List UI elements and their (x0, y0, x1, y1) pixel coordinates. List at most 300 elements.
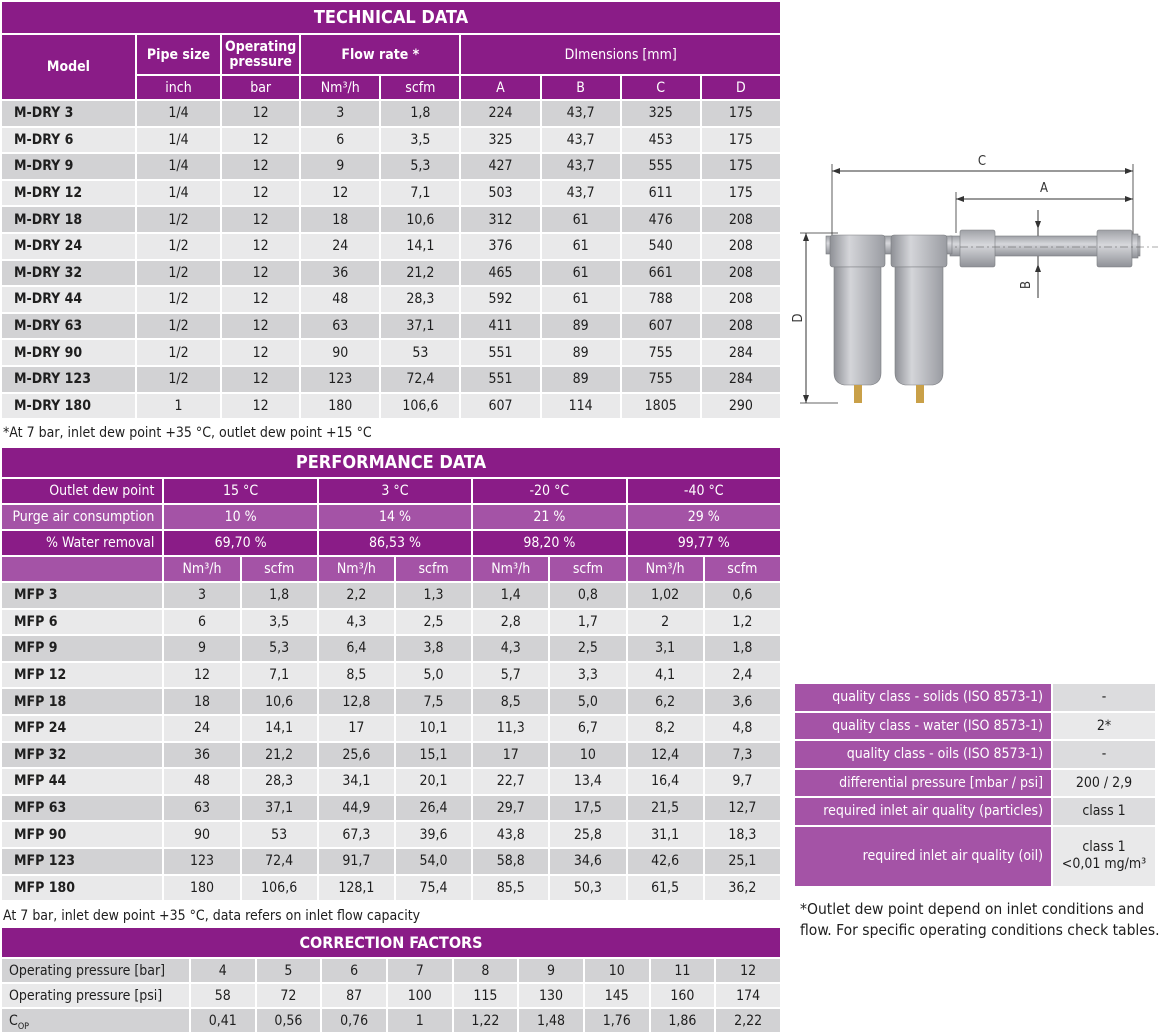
table-cell: 6,7 (550, 716, 625, 741)
correction-value: 11 (651, 959, 715, 982)
table-cell: 34,6 (550, 849, 625, 874)
table-cell: 72,4 (381, 367, 459, 392)
correction-value: 115 (454, 984, 518, 1007)
water-removal-value: 99,77 % (628, 531, 780, 555)
units-row-blank (2, 557, 162, 581)
table-cell: 4,1 (628, 663, 703, 688)
table-cell: 13,4 (550, 769, 625, 794)
table-cell: 3,1 (628, 636, 703, 661)
model-cell: M-DRY 44 (2, 287, 135, 312)
table-row (2, 234, 780, 259)
water-removal-value: 69,70 % (164, 531, 316, 555)
quality-label: quality class - oils (ISO 8573-1) (795, 741, 1051, 768)
table-cell: 2 (628, 610, 703, 635)
table-cell: 10,6 (242, 689, 317, 714)
table-cell: 0,8 (550, 583, 625, 608)
table-cell: 3,6 (705, 689, 780, 714)
table-cell: 39,6 (396, 822, 471, 847)
correction-value: 6 (322, 959, 386, 982)
table-cell: 58,8 (473, 849, 548, 874)
table-cell: 5,7 (473, 663, 548, 688)
correction-value: 0,41 (191, 1009, 255, 1032)
table-cell: 661 (622, 261, 700, 286)
table-cell: 1805 (622, 394, 700, 419)
table-cell: 106,6 (381, 394, 459, 419)
table-cell: 28,3 (381, 287, 459, 312)
quality-oil-value-line2: <0,01 mg/m³ (1061, 856, 1147, 872)
table-cell: 36,2 (705, 876, 780, 901)
table-cell: 21,2 (381, 261, 459, 286)
unit-bar: bar (222, 76, 299, 99)
model-cell: M-DRY 90 (2, 340, 135, 365)
table-row (2, 128, 780, 153)
table-cell: 75,4 (396, 876, 471, 901)
table-cell: 12 (222, 128, 299, 153)
table-cell: 755 (622, 367, 700, 392)
table-cell: 12 (222, 181, 299, 206)
table-cell: 5,0 (396, 663, 471, 688)
table-row (2, 689, 780, 714)
table-cell: 180 (164, 876, 239, 901)
correction-value: 10 (585, 959, 649, 982)
quality-value: - (1053, 684, 1155, 711)
table-cell: 25,6 (319, 743, 394, 768)
table-cell: 43,7 (542, 154, 620, 179)
table-cell: 6,4 (319, 636, 394, 661)
table-cell: 208 (702, 234, 780, 259)
unit-nm3h: Nm³/h (301, 76, 379, 99)
table-cell: 12 (222, 314, 299, 339)
table-cell: 175 (702, 154, 780, 179)
dryer-dimension-diagram (790, 140, 1160, 415)
table-cell: 36 (164, 743, 239, 768)
quality-table (793, 682, 1157, 888)
performance-data-note: At 7 bar, inlet dew point +35 °C, data refers on inlet flow capacity (3, 908, 421, 924)
table-cell: 17 (319, 716, 394, 741)
unit-scfm: scfm (550, 557, 625, 581)
table-cell: 12 (222, 287, 299, 312)
table-cell: 28,3 (242, 769, 317, 794)
table-cell: 607 (622, 314, 700, 339)
unit-dim-a: A (461, 76, 539, 99)
table-cell: 3,5 (242, 610, 317, 635)
table-cell: 61 (542, 207, 620, 232)
model-cell: M-DRY 180 (2, 394, 135, 419)
table-cell: 1/2 (137, 261, 220, 286)
table-row (2, 154, 780, 179)
table-cell: 72,4 (242, 849, 317, 874)
table-cell: 1,4 (473, 583, 548, 608)
correction-value: 160 (651, 984, 715, 1007)
table-cell: 8,5 (319, 663, 394, 688)
quality-row (795, 770, 1155, 797)
table-cell: 1/2 (137, 340, 220, 365)
table-cell: 48 (301, 287, 379, 312)
model-cell: MFP 63 (2, 796, 162, 821)
table-cell: 1/2 (137, 367, 220, 392)
table-cell: 11,3 (473, 716, 548, 741)
table-cell: 12 (164, 663, 239, 688)
table-cell: 325 (461, 128, 539, 153)
correction-value: 9 (519, 959, 583, 982)
model-cell: MFP 44 (2, 769, 162, 794)
outlet-dew-point-label: Outlet dew point (2, 479, 162, 503)
table-cell: 9 (164, 636, 239, 661)
table-cell: 89 (542, 314, 620, 339)
table-cell: 7,1 (381, 181, 459, 206)
unit-inch: inch (137, 76, 220, 99)
table-cell: 14,1 (381, 234, 459, 259)
correction-value: 2,22 (716, 1009, 780, 1032)
table-cell: 12,8 (319, 689, 394, 714)
table-cell: 7,5 (396, 689, 471, 714)
table-row (2, 796, 780, 821)
unit-scfm: scfm (705, 557, 780, 581)
table-cell: 208 (702, 207, 780, 232)
table-cell: 12 (222, 340, 299, 365)
quality-value: 200 / 2,9 (1053, 770, 1155, 797)
outlet-dew-point-minus40: -40 °C (628, 479, 780, 503)
table-cell: 175 (702, 181, 780, 206)
correction-value: 1,48 (519, 1009, 583, 1032)
water-removal-value: 86,53 % (319, 531, 471, 555)
table-cell: 15,1 (396, 743, 471, 768)
table-row (2, 636, 780, 661)
table-cell: 43,8 (473, 822, 548, 847)
table-cell: 10 (550, 743, 625, 768)
table-cell: 90 (164, 822, 239, 847)
quality-oil-value (1053, 827, 1155, 886)
table-cell: 465 (461, 261, 539, 286)
unit-scfm: scfm (242, 557, 317, 581)
table-row (2, 769, 780, 794)
table-cell: 6 (301, 128, 379, 153)
table-cell: 8,2 (628, 716, 703, 741)
table-cell: 1/2 (137, 234, 220, 259)
table-cell: 18 (164, 689, 239, 714)
header-model: Model (2, 35, 135, 99)
unit-dim-b: B (542, 76, 620, 99)
correction-value: 1,76 (585, 1009, 649, 1032)
quality-label: differential pressure [mbar / psi] (795, 770, 1051, 797)
table-cell: 12 (301, 181, 379, 206)
table-cell: 1,7 (550, 610, 625, 635)
table-cell: 89 (542, 367, 620, 392)
table-cell: 48 (164, 769, 239, 794)
table-cell: 20,1 (396, 769, 471, 794)
table-cell: 43,7 (542, 101, 620, 126)
table-cell: 1,2 (705, 610, 780, 635)
header-dimensions: DImensions [mm] (461, 35, 780, 74)
table-cell: 90 (301, 340, 379, 365)
table-cell: 208 (702, 314, 780, 339)
purge-air-value: 29 % (628, 505, 780, 529)
table-cell: 755 (622, 340, 700, 365)
table-cell: 592 (461, 287, 539, 312)
table-cell: 3,8 (396, 636, 471, 661)
model-cell: M-DRY 12 (2, 181, 135, 206)
table-cell: 180 (301, 394, 379, 419)
table-cell: 503 (461, 181, 539, 206)
outlet-dew-point-15: 15 °C (164, 479, 316, 503)
correction-value: 0,56 (257, 1009, 321, 1032)
table-cell: 2,5 (396, 610, 471, 635)
table-cell: 1,8 (242, 583, 317, 608)
table-cell: 67,3 (319, 822, 394, 847)
unit-dim-d: D (702, 76, 780, 99)
table-cell: 50,3 (550, 876, 625, 901)
table-cell: 26,4 (396, 796, 471, 821)
quality-value: - (1053, 741, 1155, 768)
correction-value: 8 (454, 959, 518, 982)
table-cell: 16,4 (628, 769, 703, 794)
table-cell: 61,5 (628, 876, 703, 901)
correction-value: 5 (257, 959, 321, 982)
table-cell: 312 (461, 207, 539, 232)
model-cell: MFP 123 (2, 849, 162, 874)
table-cell: 607 (461, 394, 539, 419)
header-pipe-size: Pipe size (137, 35, 220, 74)
table-cell: 128,1 (319, 876, 394, 901)
table-cell: 7,1 (242, 663, 317, 688)
table-cell: 18 (301, 207, 379, 232)
table-cell: 3,5 (381, 128, 459, 153)
table-cell: 17 (473, 743, 548, 768)
unit-dim-c: C (622, 76, 700, 99)
model-cell: MFP 32 (2, 743, 162, 768)
table-cell: 36 (301, 261, 379, 286)
table-cell: 89 (542, 340, 620, 365)
table-cell: 12,4 (628, 743, 703, 768)
model-cell: MFP 90 (2, 822, 162, 847)
table-cell: 85,5 (473, 876, 548, 901)
table-cell: 21,2 (242, 743, 317, 768)
table-cell: 31,1 (628, 822, 703, 847)
correction-value: 12 (716, 959, 780, 982)
quality-row (795, 684, 1155, 711)
model-cell: MFP 24 (2, 716, 162, 741)
correction-value: 4 (191, 959, 255, 982)
table-cell: 1 (137, 394, 220, 419)
table-row (2, 822, 780, 847)
correction-value: 1 (388, 1009, 452, 1032)
table-cell: 123 (164, 849, 239, 874)
purge-air-value: 14 % (319, 505, 471, 529)
water-removal-label: % Water removal (2, 531, 162, 555)
table-cell: 43,7 (542, 181, 620, 206)
table-cell: 476 (622, 207, 700, 232)
table-cell: 18,3 (705, 822, 780, 847)
table-cell: 6 (164, 610, 239, 635)
table-row (2, 583, 780, 608)
table-cell: 21,5 (628, 796, 703, 821)
table-cell: 114 (542, 394, 620, 419)
correction-value: 145 (585, 984, 649, 1007)
table-cell: 611 (622, 181, 700, 206)
table-row (2, 181, 780, 206)
table-row (2, 340, 780, 365)
table-cell: 788 (622, 287, 700, 312)
correction-row (2, 1009, 780, 1032)
table-cell: 7,3 (705, 743, 780, 768)
unit-scfm: scfm (396, 557, 471, 581)
unit-nm3h: Nm³/h (473, 557, 548, 581)
model-cell: MFP 9 (2, 636, 162, 661)
table-cell: 1/2 (137, 287, 220, 312)
header-operating-pressure: Operating pressure (222, 35, 299, 74)
table-row (2, 849, 780, 874)
table-cell: 12 (222, 207, 299, 232)
table-cell: 12 (222, 394, 299, 419)
table-cell: 376 (461, 234, 539, 259)
table-cell: 9,7 (705, 769, 780, 794)
table-cell: 208 (702, 261, 780, 286)
table-cell: 1/4 (137, 181, 220, 206)
label-dim-b: B (1019, 280, 1034, 290)
dew-point-footnote: *Outlet dew point depend on inlet conditions and flow. For specific operating conditions check tables. (800, 900, 1160, 939)
table-cell: 2,8 (473, 610, 548, 635)
table-cell: 12,7 (705, 796, 780, 821)
table-cell: 1,3 (396, 583, 471, 608)
table-cell: 91,7 (319, 849, 394, 874)
table-cell: 34,1 (319, 769, 394, 794)
table-row (2, 367, 780, 392)
table-cell: 22,7 (473, 769, 548, 794)
model-cell: M-DRY 63 (2, 314, 135, 339)
table-row (2, 394, 780, 419)
table-cell: 24 (301, 234, 379, 259)
model-cell: M-DRY 18 (2, 207, 135, 232)
table-cell: 1/2 (137, 314, 220, 339)
table-cell: 12 (222, 367, 299, 392)
label-dim-d: D (791, 313, 806, 323)
table-cell: 14,1 (242, 716, 317, 741)
quality-value: 2* (1053, 713, 1155, 740)
model-cell: M-DRY 3 (2, 101, 135, 126)
table-row (2, 610, 780, 635)
table-cell: 1,8 (381, 101, 459, 126)
label-dim-c: C (977, 154, 987, 169)
table-row (2, 716, 780, 741)
correction-value: 58 (191, 984, 255, 1007)
model-cell: M-DRY 9 (2, 154, 135, 179)
correction-row (2, 959, 780, 982)
model-cell: MFP 12 (2, 663, 162, 688)
model-cell: MFP 3 (2, 583, 162, 608)
table-cell: 1,8 (705, 636, 780, 661)
purge-air-value: 10 % (164, 505, 316, 529)
table-cell: 551 (461, 367, 539, 392)
table-cell: 54,0 (396, 849, 471, 874)
table-cell: 24 (164, 716, 239, 741)
correction-value: 7 (388, 959, 452, 982)
table-cell: 63 (164, 796, 239, 821)
table-cell: 427 (461, 154, 539, 179)
correction-value: 0,76 (322, 1009, 386, 1032)
correction-label: Operating pressure [bar] (2, 959, 189, 982)
outlet-dew-point-minus20: -20 °C (473, 479, 625, 503)
model-cell: MFP 180 (2, 876, 162, 901)
table-cell: 1/2 (137, 207, 220, 232)
table-cell: 37,1 (242, 796, 317, 821)
table-cell: 284 (702, 340, 780, 365)
performance-data-title: PERFORMANCE DATA (2, 448, 780, 477)
quality-oil-label: required inlet air quality (oil) (795, 827, 1051, 886)
table-cell: 290 (702, 394, 780, 419)
correction-factors-table (0, 926, 782, 1034)
purge-air-value: 21 % (473, 505, 625, 529)
table-cell: 3 (301, 101, 379, 126)
table-cell: 6,2 (628, 689, 703, 714)
quality-value: class 1 (1053, 798, 1155, 825)
table-cell: 106,6 (242, 876, 317, 901)
purge-air-label: Purge air consumption (2, 505, 162, 529)
correction-row (2, 984, 780, 1007)
table-cell: 175 (702, 101, 780, 126)
technical-data-title: TECHNICAL DATA (2, 2, 780, 33)
table-cell: 4,3 (473, 636, 548, 661)
label-dim-a: A (1040, 181, 1048, 196)
table-cell: 63 (301, 314, 379, 339)
table-cell: 10,6 (381, 207, 459, 232)
correction-value: 174 (716, 984, 780, 1007)
table-cell: 325 (622, 101, 700, 126)
table-cell: 284 (702, 367, 780, 392)
table-cell: 12 (222, 261, 299, 286)
table-cell: 411 (461, 314, 539, 339)
table-cell: 53 (381, 340, 459, 365)
table-cell: 9 (301, 154, 379, 179)
outlet-dew-point-3: 3 °C (319, 479, 471, 503)
cop-symbol: C (9, 1012, 18, 1029)
quality-oil-value-line1: class 1 (1082, 839, 1126, 855)
correction-value: 130 (519, 984, 583, 1007)
table-cell: 12 (222, 101, 299, 126)
table-cell: 17,5 (550, 796, 625, 821)
table-cell: 1/4 (137, 101, 220, 126)
unit-nm3h: Nm³/h (319, 557, 394, 581)
table-cell: 25,8 (550, 822, 625, 847)
correction-label: Operating pressure [psi] (2, 984, 189, 1007)
table-cell: 29,7 (473, 796, 548, 821)
header-flow-rate: Flow rate * (301, 35, 459, 74)
correction-label (2, 1009, 189, 1032)
table-cell: 25,1 (705, 849, 780, 874)
technical-data-note: *At 7 bar, inlet dew point +35 °C, outlet dew point +15 °C (3, 425, 372, 441)
table-row (2, 743, 780, 768)
quality-row (795, 741, 1155, 768)
table-cell: 175 (702, 128, 780, 153)
table-cell: 4,3 (319, 610, 394, 635)
table-cell: 5,0 (550, 689, 625, 714)
water-removal-value: 98,20 % (473, 531, 625, 555)
quality-row (795, 713, 1155, 740)
unit-nm3h: Nm³/h (628, 557, 703, 581)
table-cell: 44,9 (319, 796, 394, 821)
table-cell: 4,8 (705, 716, 780, 741)
table-cell: 3 (164, 583, 239, 608)
unit-scfm: scfm (381, 76, 459, 99)
table-cell: 1/4 (137, 154, 220, 179)
correction-value: 1,86 (651, 1009, 715, 1032)
correction-factors-title: CORRECTION FACTORS (2, 928, 780, 957)
correction-value: 87 (322, 984, 386, 1007)
table-cell: 61 (542, 234, 620, 259)
table-cell: 2,2 (319, 583, 394, 608)
model-cell: M-DRY 32 (2, 261, 135, 286)
table-cell: 1,02 (628, 583, 703, 608)
model-cell: M-DRY 123 (2, 367, 135, 392)
